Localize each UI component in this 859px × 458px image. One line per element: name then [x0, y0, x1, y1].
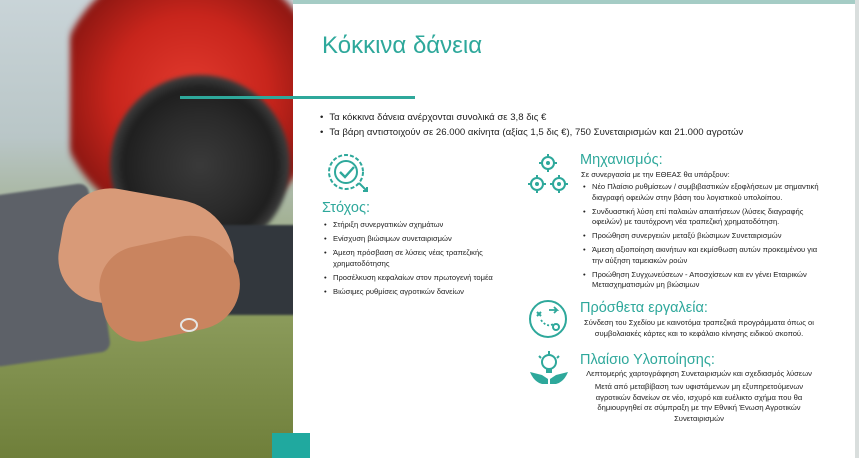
- title-underline: [180, 96, 415, 99]
- list-item: • Προώθηση Συγχωνεύσεων - Αποσχίσεων και εν γένει Εταιρικών Μετασχηματισμών μη βιώσιμων: [581, 270, 821, 291]
- framework-item: Λεπτομερής χαρτογράφηση Συνεταιρισμών και σχεδιασμός λύσεων: [586, 369, 812, 378]
- list-item: • Συνδυαστική λύση επί παλαιών απαιτήσεων (λύσεις διαγραφής οφειλών) με ταυτόχρονη νέα τραπεζική χρηματοδότηση.: [581, 207, 821, 228]
- handshake-photo: [0, 0, 293, 458]
- goals-list: [322, 220, 502, 301]
- list-item: • Νέο Πλαίσιο ρυθμίσεων / συμβιβαστικών εξοφλήσεων με σημαντική διαγραφή οφειλών στην βάση του λογιστικού υπολοίπου.: [581, 182, 821, 203]
- goals-heading: Στόχος:: [322, 200, 370, 216]
- framework-item: Μετά από μεταβίβαση των υφιστάμενων μη εξυπηρετούμενων αγροτικών δανείων σε νέο, ισχυρό και ευέλικτο σχήμα που θα δημιουργηθεί σε σύμπραξη με την Εθνική Ένωση Αγροτικών Συνεταιρισμών: [594, 382, 804, 423]
- mechanism-intro: Σε συνεργασία με την ΕΘΕΑΣ θα υπάρξουν:: [581, 170, 730, 179]
- framework-heading: Πλαίσιο Υλοποίησης:: [580, 352, 715, 368]
- summary-item: • Τα κόκκινα δάνεια ανέρχονται συνολικά σε 3,8 δις €: [320, 110, 743, 125]
- mechanism-heading: Μηχανισμός:: [580, 152, 663, 168]
- list-item: • Άμεση πρόσβαση σε λύσεις νέας τραπεζικής χρηματοδότησης: [322, 248, 502, 269]
- list-item: • Βιώσιμες ρυθμίσεις αγροτικών δανείων: [322, 287, 502, 298]
- summary-list: [320, 110, 743, 140]
- tools-text: Σύνδεση του Σχεδίου με καινοτόμα τραπεζικά προγράμματα όπως οι συμβολαιακές κάρτες και το κεφάλαιο κίνησης ειδικού σκοπού.: [584, 318, 814, 338]
- list-item: • Στήριξη συνεργατικών σχημάτων: [322, 220, 502, 231]
- list-item: • Ενίσχυση βιώσιμων συνεταιρισμών: [322, 234, 502, 245]
- tools-heading: Πρόσθετα εργαλεία:: [580, 300, 708, 316]
- slide-edge: [855, 0, 859, 458]
- summary-item: • Τα βάρη αντιστοιχούν σε 26.000 ακίνητα (αξίας 1,5 δις €), 750 Συνεταιρισμών και 21.000 αγροτών: [320, 125, 743, 140]
- list-item: • Προώθηση συνεργειών μεταξύ βιώσιμων Συνεταιρισμών: [581, 231, 821, 242]
- list-item: • Προσέλκυση κεφαλαίων στον πρωτογενή τομέα: [322, 273, 502, 284]
- hands-lightbulb-icon: [528, 350, 570, 390]
- slide-title: Κόκκινα δάνεια: [322, 32, 483, 59]
- accent-block: [272, 433, 310, 458]
- gears-icon: [528, 152, 570, 196]
- mechanism-list: [581, 182, 821, 294]
- strategy-board-icon: [527, 298, 569, 340]
- list-item: • Άμεση αξιοποίηση ακινήτων και εκμίσθωση αυτών προκειμένου για την αύξηση ταμειακών ροών: [581, 245, 821, 266]
- target-check-icon: [326, 150, 370, 194]
